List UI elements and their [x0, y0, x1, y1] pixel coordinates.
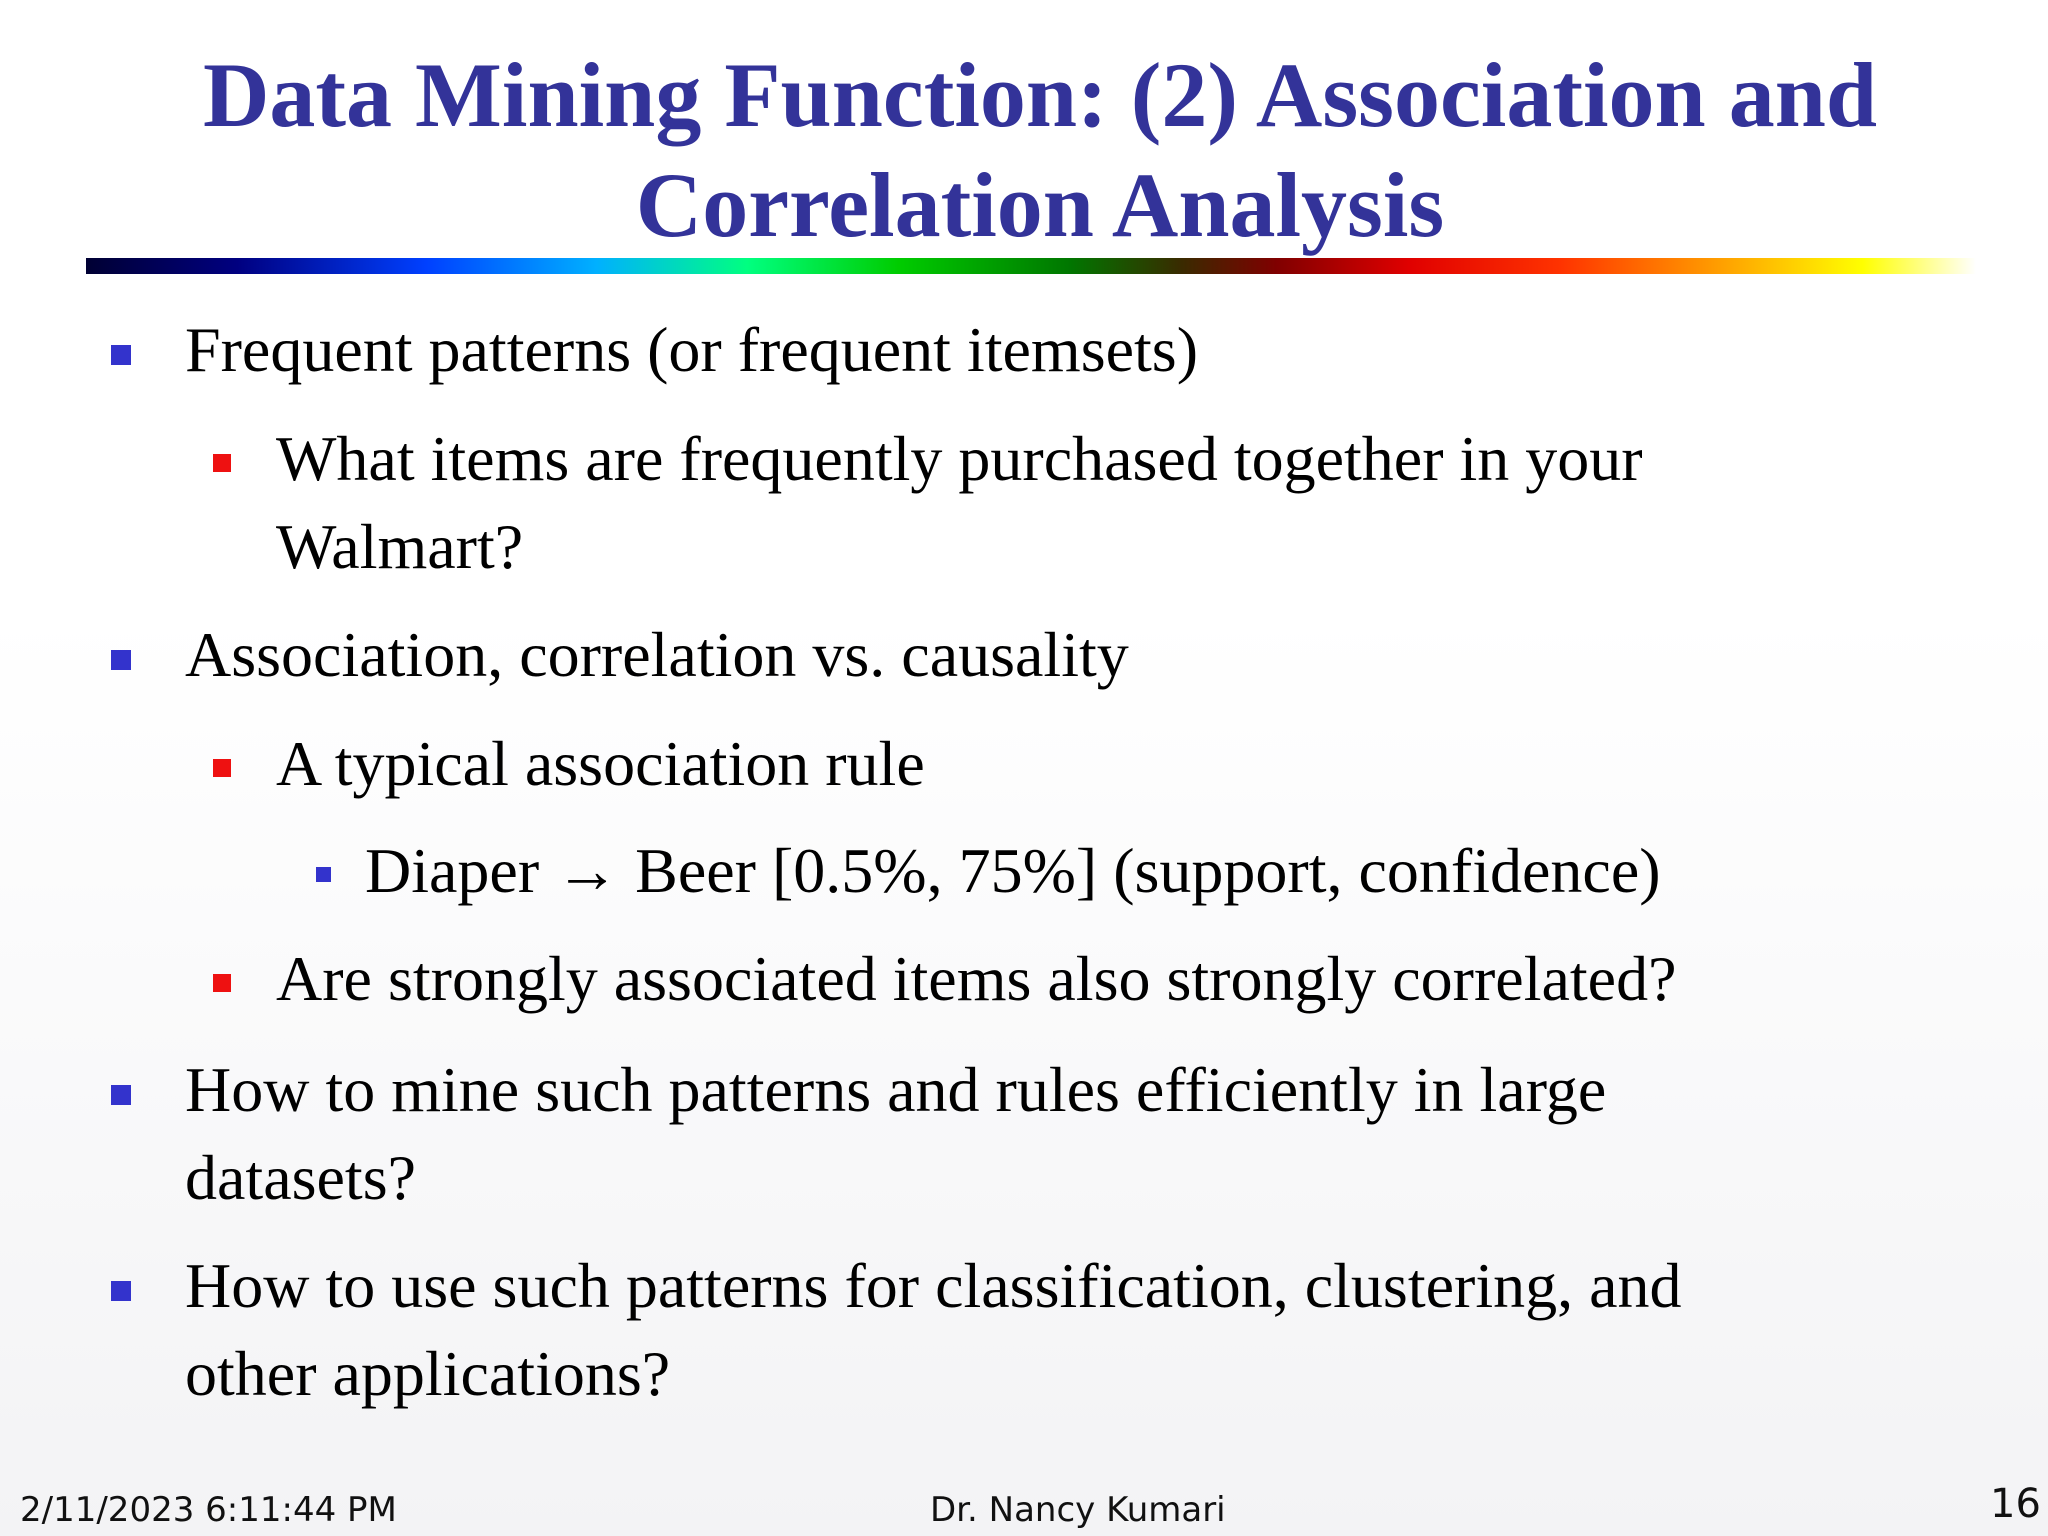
bullet-square-icon — [213, 759, 231, 777]
bullet-use-patterns: How to use such patterns for classification, clustering, and — [185, 1250, 1682, 1321]
bullet-frequent-patterns: Frequent patterns (or frequent itemsets) — [185, 314, 1198, 385]
sub-bullet-association-rule: A typical association rule — [276, 728, 925, 799]
bullet-use-patterns-continued: other applications? — [185, 1338, 671, 1409]
sub-bullet-items-purchased-continued: Walmart? — [276, 511, 524, 582]
bullet-mine-patterns-continued: datasets? — [185, 1142, 416, 1213]
bullet-square-icon — [111, 1085, 131, 1105]
bullet-square-icon — [111, 650, 131, 670]
bullet-mine-patterns: How to mine such patterns and rules efficiently in large — [185, 1054, 1607, 1125]
footer-date: 2/11/2023 6:11:44 PM — [20, 1490, 397, 1530]
bullet-square-icon — [316, 867, 331, 882]
slide-title-line-1: Data Mining Function: (2) Association and — [202, 44, 1878, 146]
bullet-square-icon — [111, 345, 131, 365]
bullet-square-icon — [111, 1281, 131, 1301]
bullet-square-icon — [213, 454, 231, 472]
sub-bullet-items-purchased: What items are frequently purchased together in your — [276, 423, 1643, 494]
footer-author: Dr. Nancy Kumari — [930, 1490, 1226, 1530]
slide-title-line-2: Correlation Analysis — [635, 154, 1445, 256]
bullet-square-icon — [213, 974, 231, 992]
bullet-association-correlation: Association, correlation vs. causality — [185, 619, 1129, 690]
slide-number: 16 — [1990, 1481, 2041, 1527]
sub-sub-bullet-diaper-beer-rule: Diaper → Beer [0.5%, 75%] (support, confidence) — [365, 835, 1661, 906]
sub-bullet-strongly-correlated: Are strongly associated items also strongly correlated? — [276, 943, 1677, 1014]
